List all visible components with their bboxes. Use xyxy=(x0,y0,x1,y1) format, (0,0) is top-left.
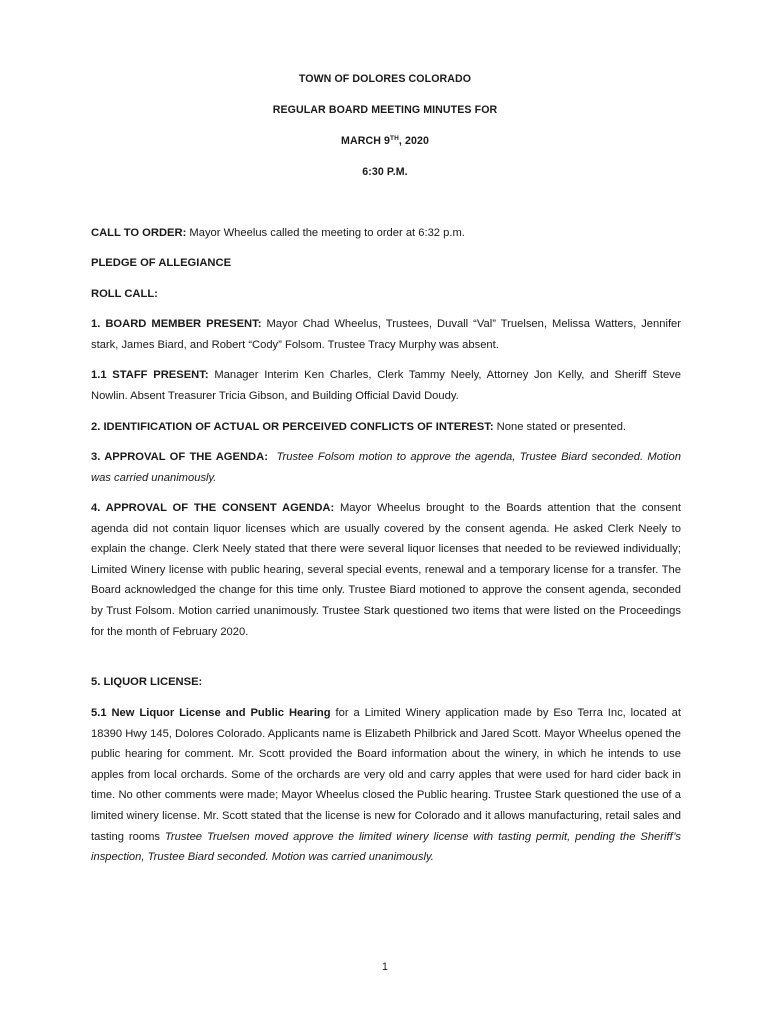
page-number: 1 xyxy=(382,961,388,973)
call-to-order: CALL TO ORDER: Mayor Wheelus called the meeting to order at 6:32 p.m. xyxy=(91,227,465,239)
pledge-of-allegiance: PLEDGE OF ALLEGIANCE xyxy=(91,257,232,269)
conflicts-of-interest: 2. IDENTIFICATION OF ACTUAL OR PERCEIVED CONFLICTS OF INTEREST: None stated or presented. xyxy=(91,421,627,433)
board-members-present: 1. BOARD MEMBER PRESENT: Mayor Chad Wheelus, Trustees, Duvall “Val” Truelsen, Melissa Watters, Jennifer stark, James Biard, and Robert “Cody” Folsom. Trustee Tracy Murphy was absent. xyxy=(91,318,681,351)
new-liquor-license: 5.1 New Liquor License and Public Hearing for a Limited Winery application made by Eso Terra Inc, located at 18390 Hwy 145, Dolores Colorado. Applicants name is Elizabeth Philbrick and Jared Scott. Mayor Wheelus opened the public hearing for comment. Mr. Scott provided the Board information about the winery, in which he intends to use apples from local orchards. Some of the orchards are very old and carry apples that were used for hard cider back in time. No other comments were made; Mayor Wheelus closed the Public hearing. Trustee Stark questioned the use of a limited winery license. Mr. Scott stated that the license is new for Colorado and it allows manufacturing, retail sales and tasting rooms Trustee Truelsen moved approve the limited winery license with tasting permit, pending the Sheriff’s inspection, Trustee Biard seconded. Motion was carried unanimously. xyxy=(91,707,681,864)
roll-call: ROLL CALL: xyxy=(91,288,158,300)
meeting-time: 6:30 P.M. xyxy=(362,166,408,178)
approval-of-agenda: 3. APPROVAL OF THE AGENDA: Trustee Folsom motion to approve the agenda, Trustee Biard seconded. Motion was carried unanimously. xyxy=(91,451,681,484)
meeting-date: MARCH 9TH, 2020 xyxy=(341,135,429,147)
staff-present: 1.1 STAFF PRESENT: Manager Interim Ken Charles, Clerk Tammy Neely, Attorney Jon Kelly, and Sheriff Steve Nowlin. Absent Treasurer Tricia Gibson, and Building Official David Doudy. xyxy=(91,369,681,402)
approval-of-consent-agenda: 4. APPROVAL OF THE CONSENT AGENDA: Mayor Wheelus brought to the Boards attention that the consent agenda did not contain liquor licenses which are usually covered by the consent agenda. He asked Clerk Neely to explain the change. Clerk Neely stated that there were several liquor licenses that needed to be reviewed individually; Limited Winery license with public hearing, several special events, renewal and a temporary license for a transfer. The Board acknowledged the change for this time only. Trustee Biard motioned to approve the consent agenda, seconded by Trust Folsom. Motion carried unanimously. Trustee Stark questioned two items that were listed on the Proceedings for the month of February 2020. xyxy=(91,502,682,638)
meeting-title: REGULAR BOARD MEETING MINUTES FOR xyxy=(272,104,498,116)
town-title: TOWN OF DOLORES COLORADO xyxy=(298,73,472,85)
liquor-license-heading: 5. LIQUOR LICENSE: xyxy=(91,676,203,688)
